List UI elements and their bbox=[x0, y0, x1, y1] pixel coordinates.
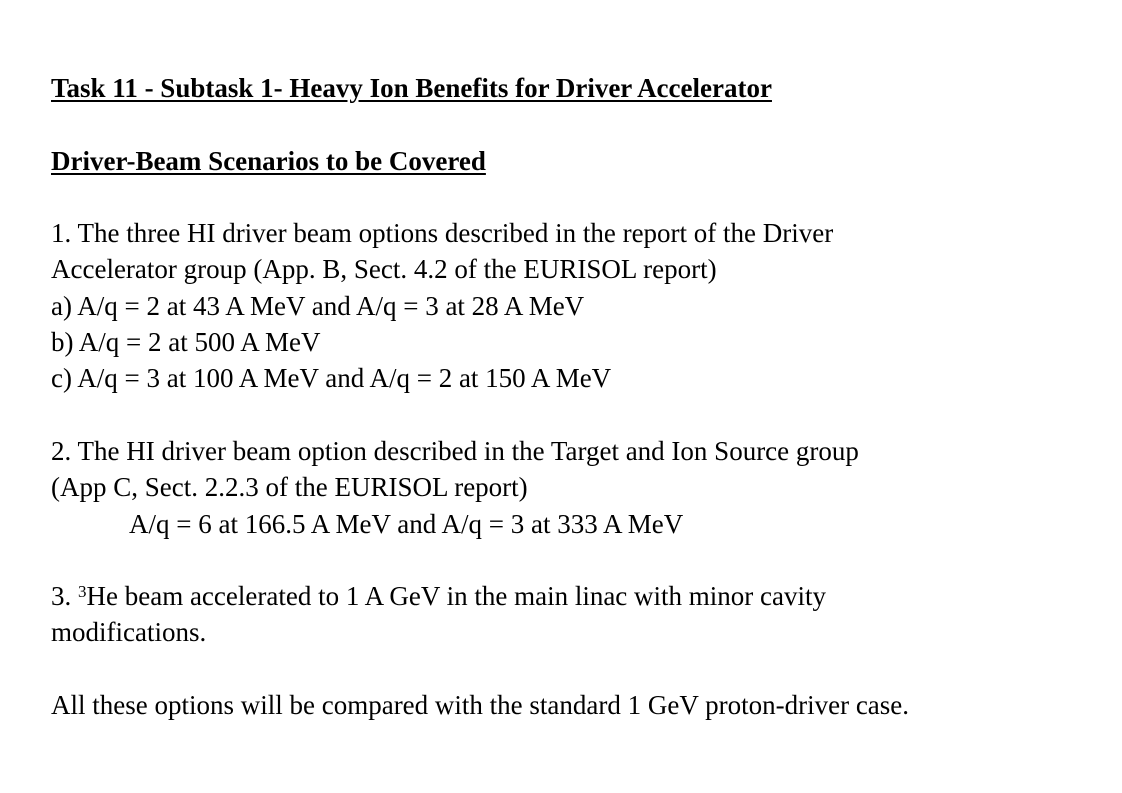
spacer bbox=[51, 397, 1091, 433]
item-3-line-1 bbox=[51, 578, 1091, 614]
spacer bbox=[51, 542, 1091, 578]
spacer bbox=[51, 179, 1091, 215]
item-2-line-2: (App C, Sect. 2.2.3 of the EURISOL report) bbox=[51, 472, 528, 503]
conclusion-text: All these options will be compared with the standard 1 GeV proton-driver case. bbox=[51, 690, 910, 721]
spacer bbox=[51, 106, 1091, 142]
slide-title: Task 11 - Subtask 1- Heavy Ion Benefits for Driver Accelerator bbox=[51, 73, 772, 103]
item-2-line-1: 2. The HI driver beam option described in the Target and Ion Source group bbox=[51, 435, 859, 466]
item-1-line-1: 1. The three HI driver beam options described in the report of the Driver bbox=[51, 218, 834, 249]
item-3-text: He beam accelerated to 1 A GeV in the main linac with minor cavity bbox=[86, 581, 827, 612]
slide-content bbox=[51, 70, 1091, 723]
option-c: c) A/q = 3 at 100 A MeV and A/q = 2 at 150 A MeV bbox=[51, 363, 612, 394]
isotope-superscript: 3 bbox=[78, 582, 87, 602]
option-a: a) A/q = 2 at 43 A MeV and A/q = 3 at 28 A MeV bbox=[51, 290, 585, 321]
spacer bbox=[51, 651, 1091, 687]
item-3-line-2: modifications. bbox=[51, 617, 207, 648]
section-heading: Driver-Beam Scenarios to be Covered bbox=[51, 145, 486, 176]
item-2-option: A/q = 6 at 166.5 A MeV and A/q = 3 at 333 A MeV bbox=[129, 508, 684, 539]
item-1-line-2: Accelerator group (App. B, Sect. 4.2 of the EURISOL report) bbox=[51, 254, 717, 285]
item-3-prefix: 3. bbox=[51, 581, 78, 612]
option-b: b) A/q = 2 at 500 A MeV bbox=[51, 327, 321, 358]
